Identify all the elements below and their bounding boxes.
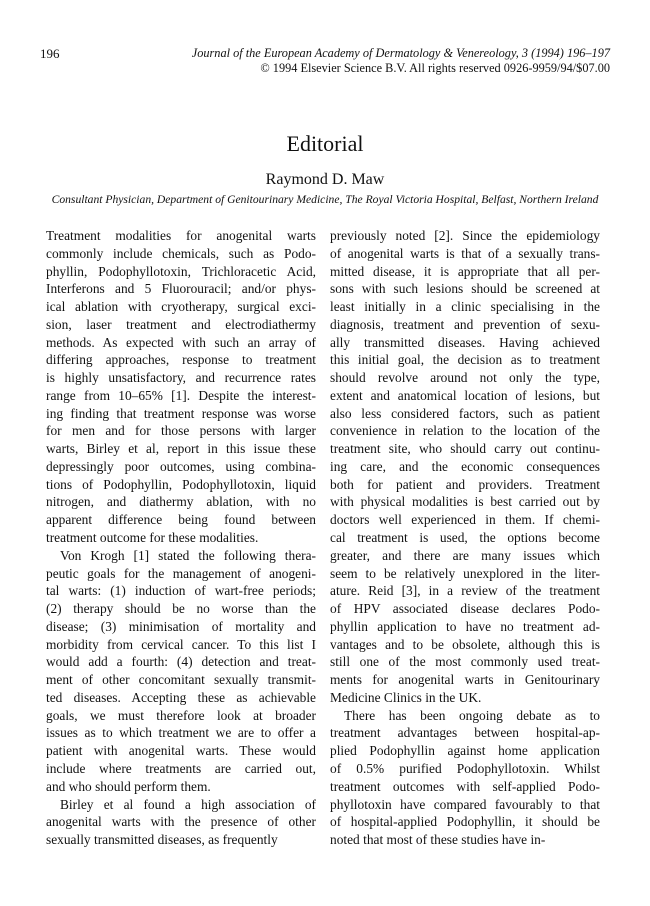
text-line: least initially in a clinic specialising in the <box>330 299 600 315</box>
text-line: convenience in relation to the location of the <box>330 423 600 439</box>
text-line: still one of the most commonly used treat- <box>330 654 600 670</box>
copyright-line: © 1994 Elsevier Science B.V. All rights reserved 0926-9959/94/$07.00 <box>260 61 610 75</box>
text-line: range from 10–65% [1]. Despite the interest- <box>46 387 316 403</box>
text-line: sion, laser treatment and electrodiathermy <box>46 316 316 332</box>
text-line: treatment outcomes with self-applied Podo- <box>330 778 600 794</box>
text-line: plied Podophyllin against home application <box>330 743 600 759</box>
text-line: previously noted [2]. Since the epidemiology <box>330 228 600 243</box>
text-line: tal warts: (1) induction of wart-free periods; <box>46 583 316 599</box>
text-line: doctors well experienced in them. If chemi- <box>330 512 600 528</box>
text-line: patient with anogenital warts. These would <box>46 743 316 759</box>
text-line: with physical modalities is best carried out by <box>330 494 600 510</box>
text-line: (2) therapy should be no worse than the <box>46 601 316 617</box>
text-line: ing care, and the economic consequences <box>330 458 600 474</box>
text-line: methods. As expected with such an array of <box>46 334 316 350</box>
text-line: Treatment modalities for anogenital warts <box>46 228 316 243</box>
text-line: anogenital warts with the presence of other <box>46 814 316 830</box>
text-line: phyllin, Podophyllotoxin, Trichloracetic Acid, <box>46 263 316 279</box>
body-column-right <box>330 227 600 849</box>
text-line: both for patient and providers. Treatment <box>330 476 600 492</box>
text-line: commonly include chemicals, such as Podo- <box>46 245 316 261</box>
text-line: disease; (3) minimisation of mortality and <box>46 618 316 634</box>
text-line: also less considered factors, such as patient <box>330 405 600 421</box>
text-line: should revolve around not only the type, <box>330 370 600 386</box>
text-line: Interferons and 5 Fluorouracil; and/or phys- <box>46 281 316 297</box>
text-line: treatment site, who should carry out continu- <box>330 441 600 457</box>
text-line: apparent difference being found between <box>46 512 316 528</box>
text-line: of anogenital warts is that of a sexually trans- <box>330 245 600 261</box>
text-line: tions of Podophyllin, Podophyllotoxin, liquid <box>46 476 316 492</box>
text-line: ments for anogenital warts in Genitourinary <box>330 672 600 688</box>
text-line: extent and anatomical location of lesions, but <box>330 387 600 403</box>
text-line: ature. Reid [3], in a review of the treatment <box>330 583 600 599</box>
text-line: ical ablation with cryotherapy, surgical exci- <box>46 299 316 315</box>
text-line: goals, we must therefore look at broader <box>46 707 316 723</box>
text-line: Birley et al found a high association of <box>60 796 316 812</box>
text-line: morbidity from cervical cancer. To this list I <box>46 636 316 652</box>
text-line: would add a fourth: (4) detection and treat- <box>46 654 316 670</box>
text-line: of HPV associated disease declares Podo- <box>330 601 600 617</box>
text-line: sexually transmitted diseases, as frequently <box>46 832 278 848</box>
text-line: Medicine Clinics in the UK. <box>330 689 482 705</box>
text-line: phyllotoxin have compared favourably to that <box>330 796 600 812</box>
text-line: mitted disease, it is appropriate that all per- <box>330 263 600 279</box>
text-line: ally transmitted diseases. Having achieved <box>330 334 600 350</box>
text-line: of 0.5% purified Podophyllotoxin. Whilst <box>330 760 600 776</box>
text-line: nitrogen, and diathermy ablation, with no <box>46 494 316 510</box>
text-line: issues as to which treatment we are to offer a <box>46 725 316 741</box>
text-line: ing finding that treatment response was worse <box>46 405 316 421</box>
text-line: ted diseases. Accepting these as achievable <box>46 689 316 705</box>
text-line: There has been ongoing debate as to <box>344 707 600 723</box>
text-line: peutic goals for the management of anogeni- <box>46 565 316 581</box>
author-name: Raymond D. Maw <box>265 171 385 188</box>
article-title: Editorial <box>286 131 364 156</box>
journal-header <box>192 46 610 76</box>
text-line: cal treatment is used, the options become <box>330 530 600 546</box>
text-line: of hospital-applied Podophyllin, it should be <box>330 814 600 830</box>
text-line: sons with such lesions should be screened at <box>330 281 600 297</box>
text-line: greater, and there are many issues which <box>330 547 600 563</box>
text-line: treatment advantages between hospital-ap- <box>330 725 600 741</box>
text-line: warts, Birley et al, report in this issue these <box>46 441 316 457</box>
author-affiliation: Consultant Physician, Department of Genitourinary Medicine, The Royal Victoria Hospital, Belfast, Northern Ireland <box>51 193 599 206</box>
text-line: diagnosis, treatment and prevention of sexu- <box>330 316 600 332</box>
text-line: for men and for those persons with larger <box>46 423 316 439</box>
text-line: differing approaches, response to treatment <box>46 352 316 368</box>
text-line: depressingly poor outcomes, using combina- <box>46 458 316 474</box>
page-number: 196 <box>40 46 60 61</box>
text-line: include where treatments are carried out, <box>46 760 316 776</box>
body-column-left <box>46 227 316 849</box>
journal-citation: Journal of the European Academy of Dermatology & Venereology, 3 (1994) 196–197 <box>191 46 610 60</box>
text-line: and who should perform them. <box>46 778 211 794</box>
text-line: Von Krogh [1] stated the following thera- <box>60 547 316 563</box>
text-line: noted that most of these studies have in- <box>330 832 546 848</box>
text-line: vantages and to be obsolete, although this is <box>330 636 600 652</box>
text-line: seem to be relatively unexplored in the liter- <box>330 565 600 581</box>
text-line: this initial goal, the decision as to treatment <box>330 352 600 368</box>
text-line: is highly unsatisfactory, and recurrence rates <box>46 370 316 386</box>
text-line: phyllin application to have no treatment ad- <box>330 618 600 634</box>
text-line: ment of other concomitant sexually transmit- <box>46 672 316 688</box>
text-line: treatment outcome for these modalities. <box>46 530 259 546</box>
